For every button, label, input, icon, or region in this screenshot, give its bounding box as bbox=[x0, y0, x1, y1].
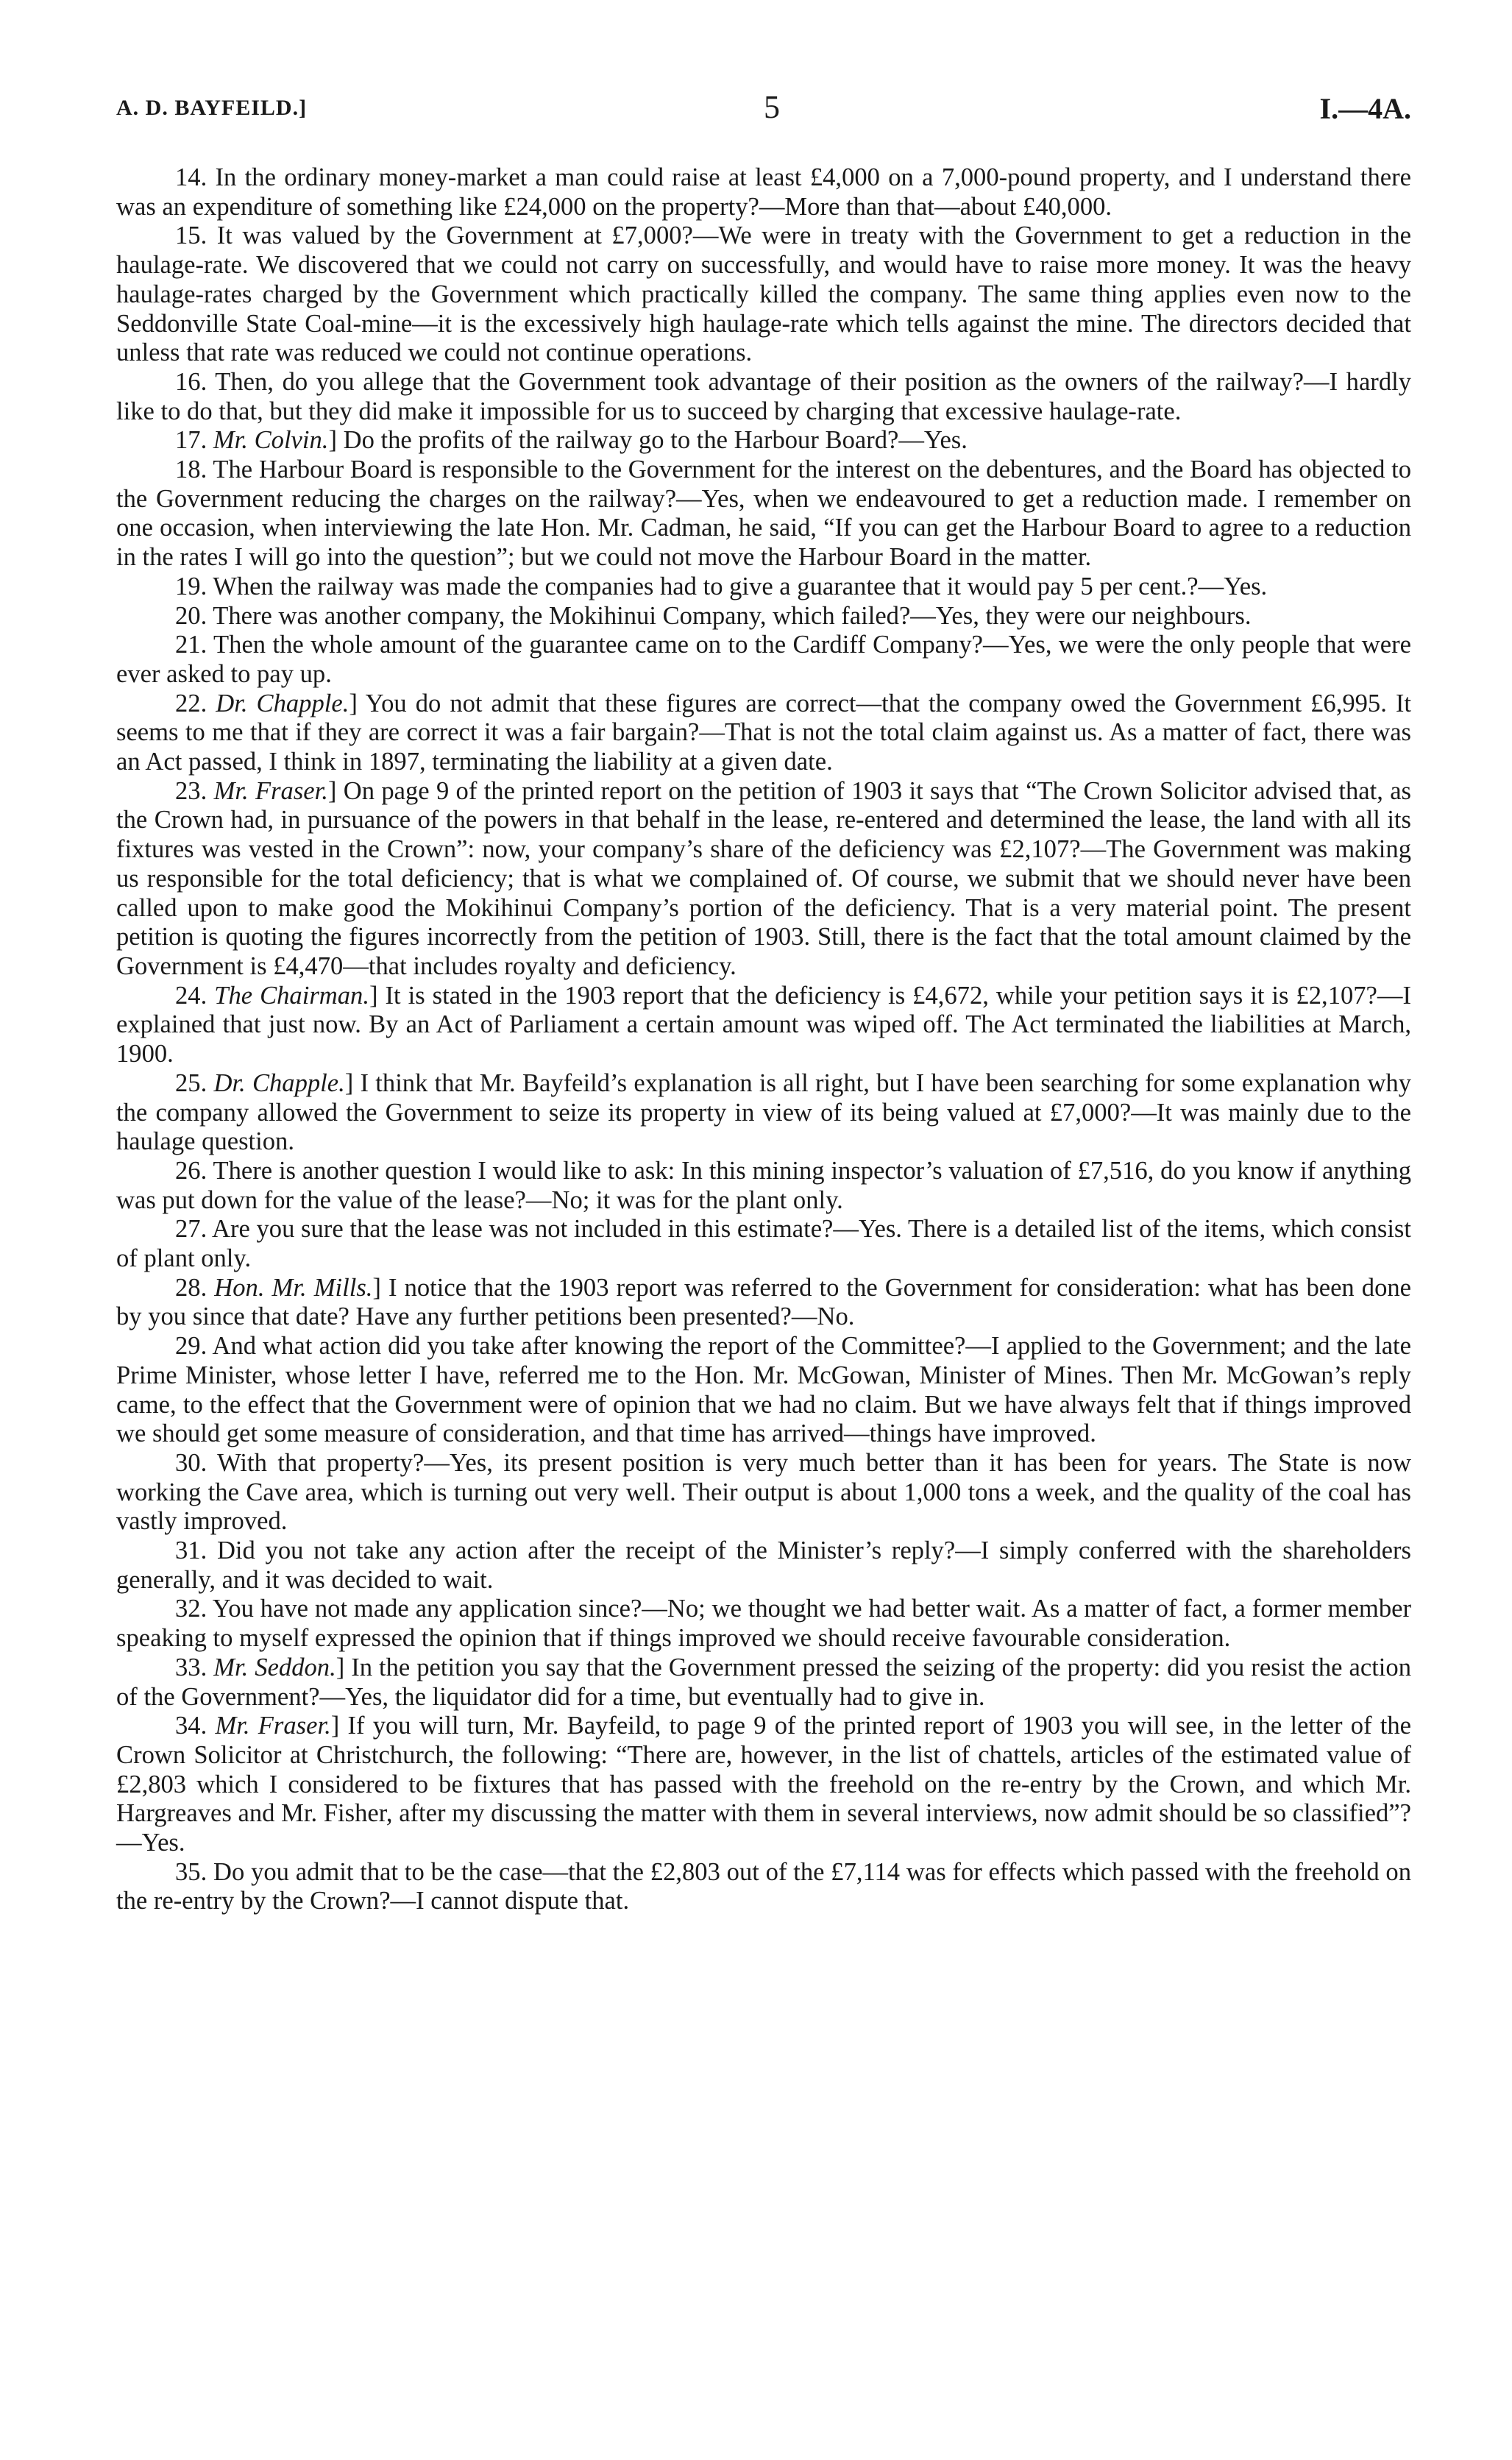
question-24 bbox=[116, 982, 1411, 1069]
speaker-name: Mr. Fraser. bbox=[213, 776, 328, 805]
question-text: ] In the petition you say that the Government pressed the seizing of the property: did you resist the action of the Government?—Yes, the liquidator did for a time, but eventually had to give in. bbox=[116, 1653, 1411, 1711]
question-text: ] I notice that the 1903 report was referred to the Government for consideration: what has been done by you since that date? Have any further petitions been presented?—No. bbox=[116, 1273, 1411, 1331]
question-text: When the railway was made the companies had to give a guarantee that it would pay 5 per cent.?—Yes. bbox=[213, 572, 1268, 600]
question-number: 14. bbox=[175, 163, 216, 191]
question-text: There is another question I would like to ask: In this mining inspector’s valuation of £7,516, do you know if anything was put down for the value of the lease?—No; it was for the plant only. bbox=[116, 1156, 1412, 1214]
question-19 bbox=[116, 573, 1411, 602]
question-number: 15. bbox=[175, 221, 217, 250]
question-text: ] It is stated in the 1903 report that the deficiency is £4,672, while your petition says it is £2,107?—I explained that just now. By an Act of Parliament a certain amount was wiped off. The Act terminated the liabilities at March, 1900. bbox=[116, 981, 1411, 1068]
question-text: ] I think that Mr. Bayfeild’s explanation is all right, but I have been searching for some explanation why the company allowed the Government to seize its property in view of its being valued at £7,000?—It was mainly due to the haulage question. bbox=[116, 1068, 1411, 1156]
question-number: 32. bbox=[175, 1595, 213, 1623]
question-29 bbox=[116, 1332, 1411, 1449]
question-15 bbox=[116, 221, 1411, 368]
question-number: 18. bbox=[175, 456, 213, 484]
question-27 bbox=[116, 1215, 1411, 1273]
question-number: 20. bbox=[175, 601, 213, 630]
header-report-code: I.—4A. bbox=[1319, 92, 1411, 125]
question-number: 29. bbox=[175, 1332, 213, 1361]
question-number: 21. bbox=[175, 631, 214, 659]
question-text: With that property?—Yes, its present position is very much better than it has been for years. The State is now working the Cave area, which is turning out very well. Their output is about 1,000 tons a week, and the quality of the coal has vastly improved. bbox=[116, 1448, 1411, 1536]
question-22 bbox=[116, 690, 1411, 777]
question-20 bbox=[116, 602, 1411, 631]
question-31 bbox=[116, 1536, 1411, 1595]
question-number: 19. bbox=[175, 572, 213, 600]
question-34 bbox=[116, 1712, 1411, 1858]
question-33 bbox=[116, 1653, 1411, 1712]
speaker-name: Mr. Fraser. bbox=[215, 1712, 331, 1740]
evidence-body bbox=[116, 163, 1411, 1916]
question-text: Then the whole amount of the guarantee came on to the Cardiff Company?—Yes, we were the only people that were ever asked to pay up. bbox=[116, 631, 1411, 688]
page-header bbox=[116, 88, 1411, 132]
question-number: 30. bbox=[175, 1448, 218, 1477]
question-text: Are you sure that the lease was not included in this estimate?—Yes. There is a detailed list of the items, which consist of plant only. bbox=[116, 1215, 1411, 1273]
question-25 bbox=[116, 1069, 1411, 1157]
question-number: 23. bbox=[175, 776, 214, 805]
question-text: Do you admit that to be the case—that the £2,803 out of the £7,114 was for effects which passed with the freehold on the re-entry by the Crown?—I cannot dispute that. bbox=[116, 1857, 1411, 1915]
question-number: 22. bbox=[175, 689, 216, 717]
question-21 bbox=[116, 631, 1411, 689]
question-number: 31. bbox=[175, 1536, 217, 1565]
question-text: There was another company, the Mokihinui Company, which failed?—Yes, they were our neighbours. bbox=[213, 601, 1252, 630]
question-text: Did you not take any action after the receipt of the Minister’s reply?—I simply conferred with the shareholders generally, and it was decided to wait. bbox=[116, 1536, 1411, 1594]
question-32 bbox=[116, 1595, 1411, 1653]
question-text: You have not made any application since?—No; we thought we had better wait. As a matter of fact, a former member speaking to myself expressed the opinion that if things improved we should receive favourable consideration. bbox=[116, 1595, 1411, 1653]
question-35 bbox=[116, 1858, 1411, 1916]
question-23 bbox=[116, 777, 1411, 982]
question-number: 24. bbox=[175, 981, 215, 1010]
question-text: In the ordinary money-market a man could raise at least £4,000 on a 7,000-pound property, and I understand there was an expenditure of something like £24,000 on the property?—More than that—about £40,000. bbox=[116, 163, 1411, 221]
question-text: ] If you will turn, Mr. Bayfeild, to page 9 of the printed report of 1903 you will see, in the letter of the Crown Solicitor at Christchurch, the following: “There are, however, in the list of chattels, articles of the estimated value of £2,803 which I considered to be fixtures that has passed with the freehold on the re-entry by the Crown, and which Mr. Hargreaves and Mr. Fisher, after my discussing the matter with them in several interviews, now admit should be so classified”?—Yes. bbox=[116, 1712, 1411, 1857]
question-26 bbox=[116, 1157, 1411, 1215]
question-30 bbox=[116, 1449, 1411, 1536]
question-text: ] On page 9 of the printed report on the petition of 1903 it says that “The Crown Solicitor advised that, as the Crown had, in pursuance of the powers in that behalf in the lease, re-entered and determined the lease, the land with all its fixtures was vested in the Crown”: now, your company’s share of the deficiency was £2,107?—The Government was making us responsible for the total deficiency; that is what we complained of. Of course, we submit that we should never have been called upon to make good the Mokihinui Company’s portion of the deficiency. That is a very material point. The present petition is quoting the figures incorrectly from the petition of 1903. Still, there is the fact that the total amount claimed by the Government is £4,470—that includes royalty and deficiency. bbox=[116, 776, 1412, 980]
question-number: 35. bbox=[175, 1857, 214, 1886]
speaker-name: The Chairman. bbox=[214, 981, 369, 1010]
question-number: 27. bbox=[175, 1215, 212, 1244]
question-number: 33. bbox=[175, 1653, 214, 1681]
speaker-name: Dr. Chapple. bbox=[216, 689, 349, 717]
question-18 bbox=[116, 456, 1411, 573]
question-14 bbox=[116, 163, 1411, 221]
question-17 bbox=[116, 426, 1411, 456]
question-number: 17. bbox=[175, 426, 213, 455]
question-text: And what action did you take after knowing the report of the Committee?—I applied to the Government; and the late Prime Minister, whose letter I have, referred me to the Hon. Mr. McGowan, Minister of Mines. Then Mr. McGowan’s reply came, to the effect that the Government were of opinion that we had no claim. But we have always felt that if things improved we should get some measure of consideration, and that time has arrived—things have improved. bbox=[116, 1332, 1411, 1448]
speaker-name: Hon. Mr. Mills. bbox=[214, 1273, 373, 1302]
question-number: 28. bbox=[175, 1273, 215, 1302]
question-text: ] You do not admit that these figures are correct—that the company owed the Government £6,995. It seems to me that if they are correct it was a fair bargain?—That is not the total claim against us. As a matter of fact, there was an Act passed, I think in 1897, terminating the liability at a given date. bbox=[116, 689, 1412, 776]
question-16 bbox=[116, 368, 1411, 426]
speaker-name: Mr. Seddon. bbox=[213, 1653, 336, 1681]
question-28 bbox=[116, 1274, 1411, 1332]
header-page-number: 5 bbox=[764, 89, 780, 125]
question-number: 26. bbox=[175, 1156, 213, 1185]
question-text: ] Do the profits of the railway go to the Harbour Board?—Yes. bbox=[328, 426, 968, 455]
speaker-name: Mr. Colvin. bbox=[213, 426, 329, 455]
header-author: A. D. BAYFEILD.] bbox=[116, 96, 308, 120]
speaker-name: Dr. Chapple. bbox=[213, 1068, 345, 1097]
question-number: 34. bbox=[175, 1712, 216, 1740]
question-text: Then, do you allege that the Government took advantage of their position as the owners of the railway?—I hardly like to do that, but they did make it impossible for us to succeed by charging that excessive haulage-rate. bbox=[116, 367, 1412, 425]
question-text: It was valued by the Government at £7,000?—We were in treaty with the Government to get a reduction in the haulage-rate. We discovered that we could not carry on successfully, and would have to raise more money. It was the heavy haulage-rates charged by the Government which practically killed the company. The same thing applies even now to the Seddonville State Coal-mine—it is the excessively high haulage-rate which tells against the mine. The directors decided that unless that rate was reduced we could not continue operations. bbox=[116, 221, 1411, 367]
question-number: 25. bbox=[175, 1068, 214, 1097]
question-number: 16. bbox=[175, 367, 216, 396]
question-text: The Harbour Board is responsible to the Government for the interest on the debentures, and the Board has objected to the Government reducing the charges on the railway?—Yes, when we endeavoured to get a reduction made. I remember on one occasion, when interviewing the late Hon. Mr. Cadman, he said, “If you can get the Harbour Board to agree to a reduction in the rates I will go into the question”; but we could not move the Harbour Board in the matter. bbox=[116, 456, 1412, 572]
